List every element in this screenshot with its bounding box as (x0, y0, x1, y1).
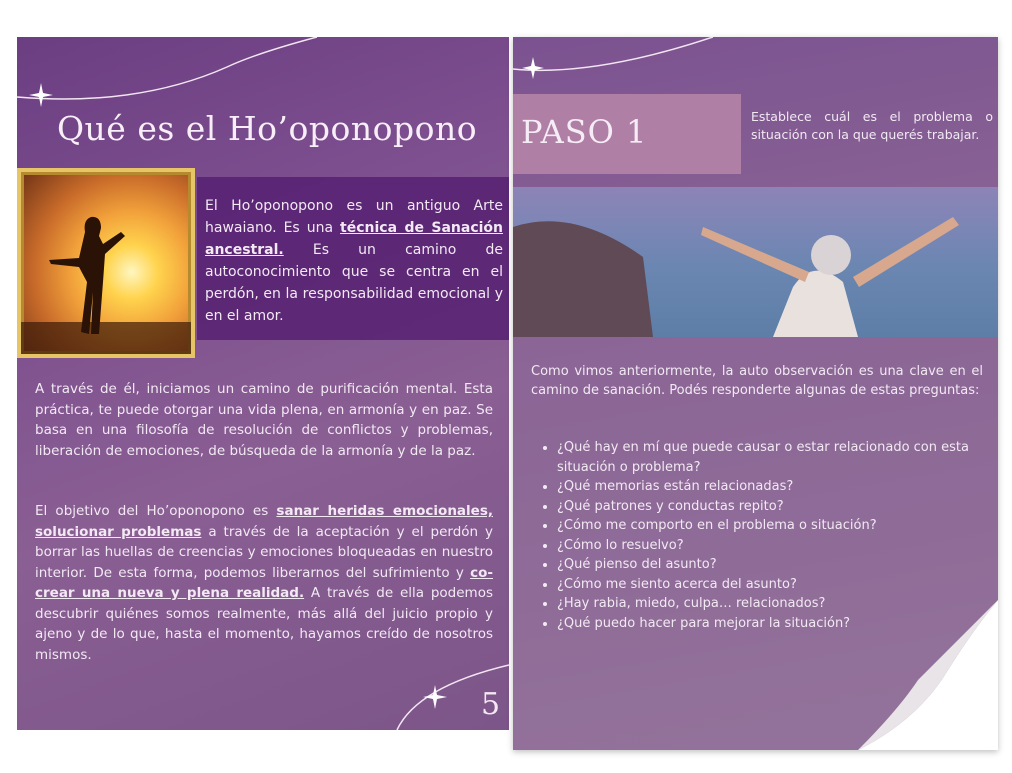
paragraph-objetivo (35, 501, 493, 665)
list-item: • ¿Cómo lo resuelvo? (557, 536, 998, 556)
woman-arms-raised-icon (513, 187, 998, 337)
paragraph-text-part: a través de la aceptación y el perdón y borrar las huellas de creencias y emociones bloqueadas en nuestro interior. De esta forma, podemos liberarnos del sufrimiento y (35, 523, 493, 581)
page-curl (858, 600, 998, 750)
list-item: • ¿Qué hay en mí que puede causar o estar relacionado con esta situación o problema? (557, 438, 998, 477)
sparkle-icon (423, 685, 447, 709)
sunset-silhouette-photo (17, 168, 195, 358)
sea-woman-photo (513, 187, 998, 337)
highlight-sanar-heridas: sanar heridas emocionales, solucionar problemas (35, 503, 493, 540)
paragraph-purificacion: A través de él, iniciamos un camino de purificación mental. Esta práctica, te puede otorgar una vida plena, en armonía y en paz. Se basa en una filosofía de resolución de conflictos y problemas, liberación de emociones, de búsqueda de la armonía y de la paz. (35, 381, 493, 459)
list-item: • ¿Qué patrones y conductas repito? (557, 497, 998, 517)
paragraph-text-part: A través de ella podemos descubrir quiénes somos realmente, más allá del juicio propio y ajeno y de lo que, hasta el momento, hayamos creído de nosotros mismos. (35, 585, 493, 663)
step-description: Establece cuál es el problema o situación con la que querés trabajar. (751, 109, 993, 142)
decorative-arc-top-right (513, 37, 713, 87)
list-item: • ¿Hay rabia, miedo, culpa… relacionados? (557, 594, 998, 614)
intro-text (205, 195, 503, 327)
intro-text-part: Es un camino de autoconocimiento que se centra en el perdón, en la responsabilidad emocional y en el amor. (205, 242, 503, 324)
paragraph-text-part: El objetivo del Ho’oponopono es (35, 503, 277, 519)
right-page (513, 37, 998, 750)
page-title: Qué es el Ho’oponopono (57, 109, 478, 148)
reflection-paragraph: Como vimos anteriormente, la auto observación es una clave en el camino de sanación. Podés responderte algunas de estas preguntas: (531, 364, 983, 398)
decorative-arc-top-left (17, 37, 509, 117)
list-item: • ¿Qué pienso del asunto? (557, 555, 998, 575)
left-page (17, 37, 509, 730)
woman-silhouette-icon (21, 172, 191, 354)
highlight-co-crear: co-crear una nueva y plena realidad. (35, 564, 493, 601)
intro-text-part: El Ho’oponopono es un antiguo Arte hawaiano. Es una (205, 198, 503, 236)
list-item: • ¿Cómo me siento acerca del asunto? (557, 575, 998, 595)
step-heading: PASO 1 (521, 113, 648, 151)
highlight-tecnica-sanacion: técnica de Sanación ancestral. (205, 220, 503, 258)
page-number: 5 (481, 687, 501, 722)
sparkle-icon (522, 57, 544, 79)
list-item: • ¿Qué puedo hacer para mejorar la situación? (557, 614, 998, 634)
list-item: • ¿Cómo me comporto en el problema o situación? (557, 516, 998, 536)
sparkle-icon (29, 83, 53, 107)
list-item: • ¿Qué memorias están relacionadas? (557, 477, 998, 497)
